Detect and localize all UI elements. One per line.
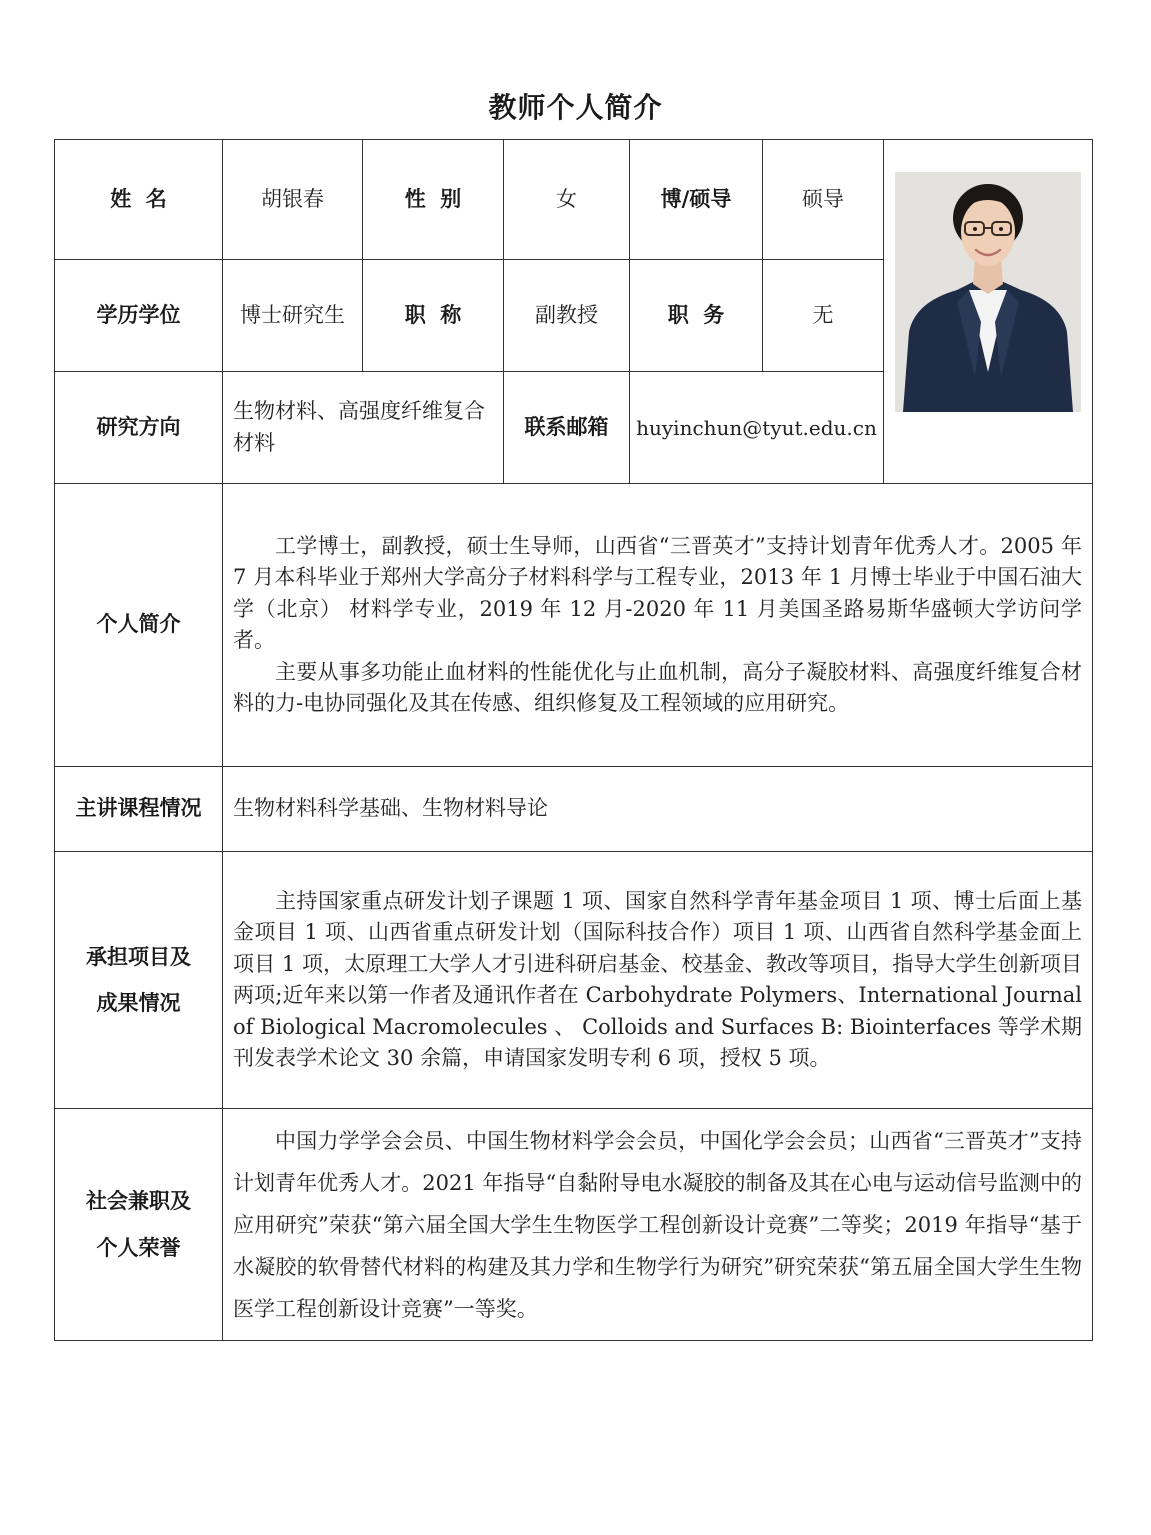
gender-value: 女 [504,140,630,260]
degree-value: 博士研究生 [223,260,363,372]
projects-label-line-2: 成果情况 [96,991,181,1015]
honors-label-line-2: 个人荣誉 [96,1235,181,1260]
profile-table [54,139,1093,1341]
research-value: 生物材料、高强度纤维复合材料 [223,372,504,484]
position-label: 职 务 [630,260,763,372]
advisor-value: 硕导 [763,140,884,260]
projects-label [55,852,223,1109]
courses-value: 生物材料科学基础、生物材料导论 [223,767,1093,852]
honors-label [55,1109,223,1341]
degree-label: 学历学位 [55,260,223,372]
photo-cell [884,140,1093,484]
row-basic-1 [55,140,1093,260]
honors-text [223,1109,1093,1341]
row-projects [55,852,1093,1109]
row-honors [55,1109,1093,1341]
profile-paragraph-2: 主要从事多功能止血材料的性能优化与止血机制，高分子凝胶材料、高强度纤维复合材料的力-电协同强化及其在传感、组织修复及工程领域的应用研究。 [233,659,1082,715]
name-value: 胡银春 [223,140,363,260]
gender-label: 性 别 [363,140,504,260]
projects-label-line-1: 承担项目及 [86,944,191,969]
profile-text [223,484,1093,767]
research-label: 研究方向 [55,372,223,484]
page-title: 教师个人简介 [488,91,663,124]
courses-label: 主讲课程情况 [55,767,223,852]
name-label: 姓 名 [55,140,223,260]
position-value: 无 [763,260,884,372]
projects-text [223,852,1093,1109]
teacher-photo [895,172,1081,412]
projects-paragraph: 主持国家重点研发计划子课题 1 项、国家自然科学青年基金项目 1 项、博士后面上基金项目 1 项、山西省重点研发计划（国际科技合作）项目 1 项、山西省自然科学基金面上项目 1 项，太原理工大学人才引进科研启基金、校基金、教改等项目，指导大学生创新项目两项;近年来以第一作者及通讯作者在 Carbohydrate Polymers、International Journal of Biological Macromolecules 、 Colloids and Surfaces B: Biointerfaces 等学术期刊发表学术论文 30 余篇，申请国家发明专利 6 项，授权 5 项。 [233,888,1082,1070]
profile-label: 个人简介 [55,484,223,767]
row-profile [55,484,1093,767]
email-value[interactable]: huyinchun@tyut.edu.cn [630,372,884,484]
title-value: 副教授 [504,260,630,372]
honors-paragraph: 中国力学学会会员、中国生物材料学会会员，中国化学会会员；山西省“三晋英才”支持计划青年优秀人才。2021 年指导“自黏附导电水凝胶的制备及其在心电与运动信号监测中的应用研究”荣获“第六届全国大学生生物医学工程创新设计竞赛”二等奖；2019 年指导“基于水凝胶的软骨替代材料的构建及其力学和生物学行为研究”研究荣获“第五届全国大学生生物医学工程创新设计竞赛”一等奖。 [233,1128,1082,1321]
profile-paragraph-1: 工学博士，副教授，硕士生导师，山西省“三晋英才”支持计划青年优秀人才。2005 年 7 月本科毕业于郑州大学高分子材料科学与工程专业，2013 年 1 月博士毕业于中国石油大学（北京） 材料学专业，2019 年 12 月-2020 年 11 月美国圣路易斯华盛顿大学访问学者。 [233,533,1082,652]
row-courses [55,767,1093,852]
email-label: 联系邮箱 [504,372,630,484]
advisor-label: 博/硕导 [630,140,763,260]
honors-label-line-1: 社会兼职及 [86,1189,191,1214]
title-label: 职 称 [363,260,504,372]
